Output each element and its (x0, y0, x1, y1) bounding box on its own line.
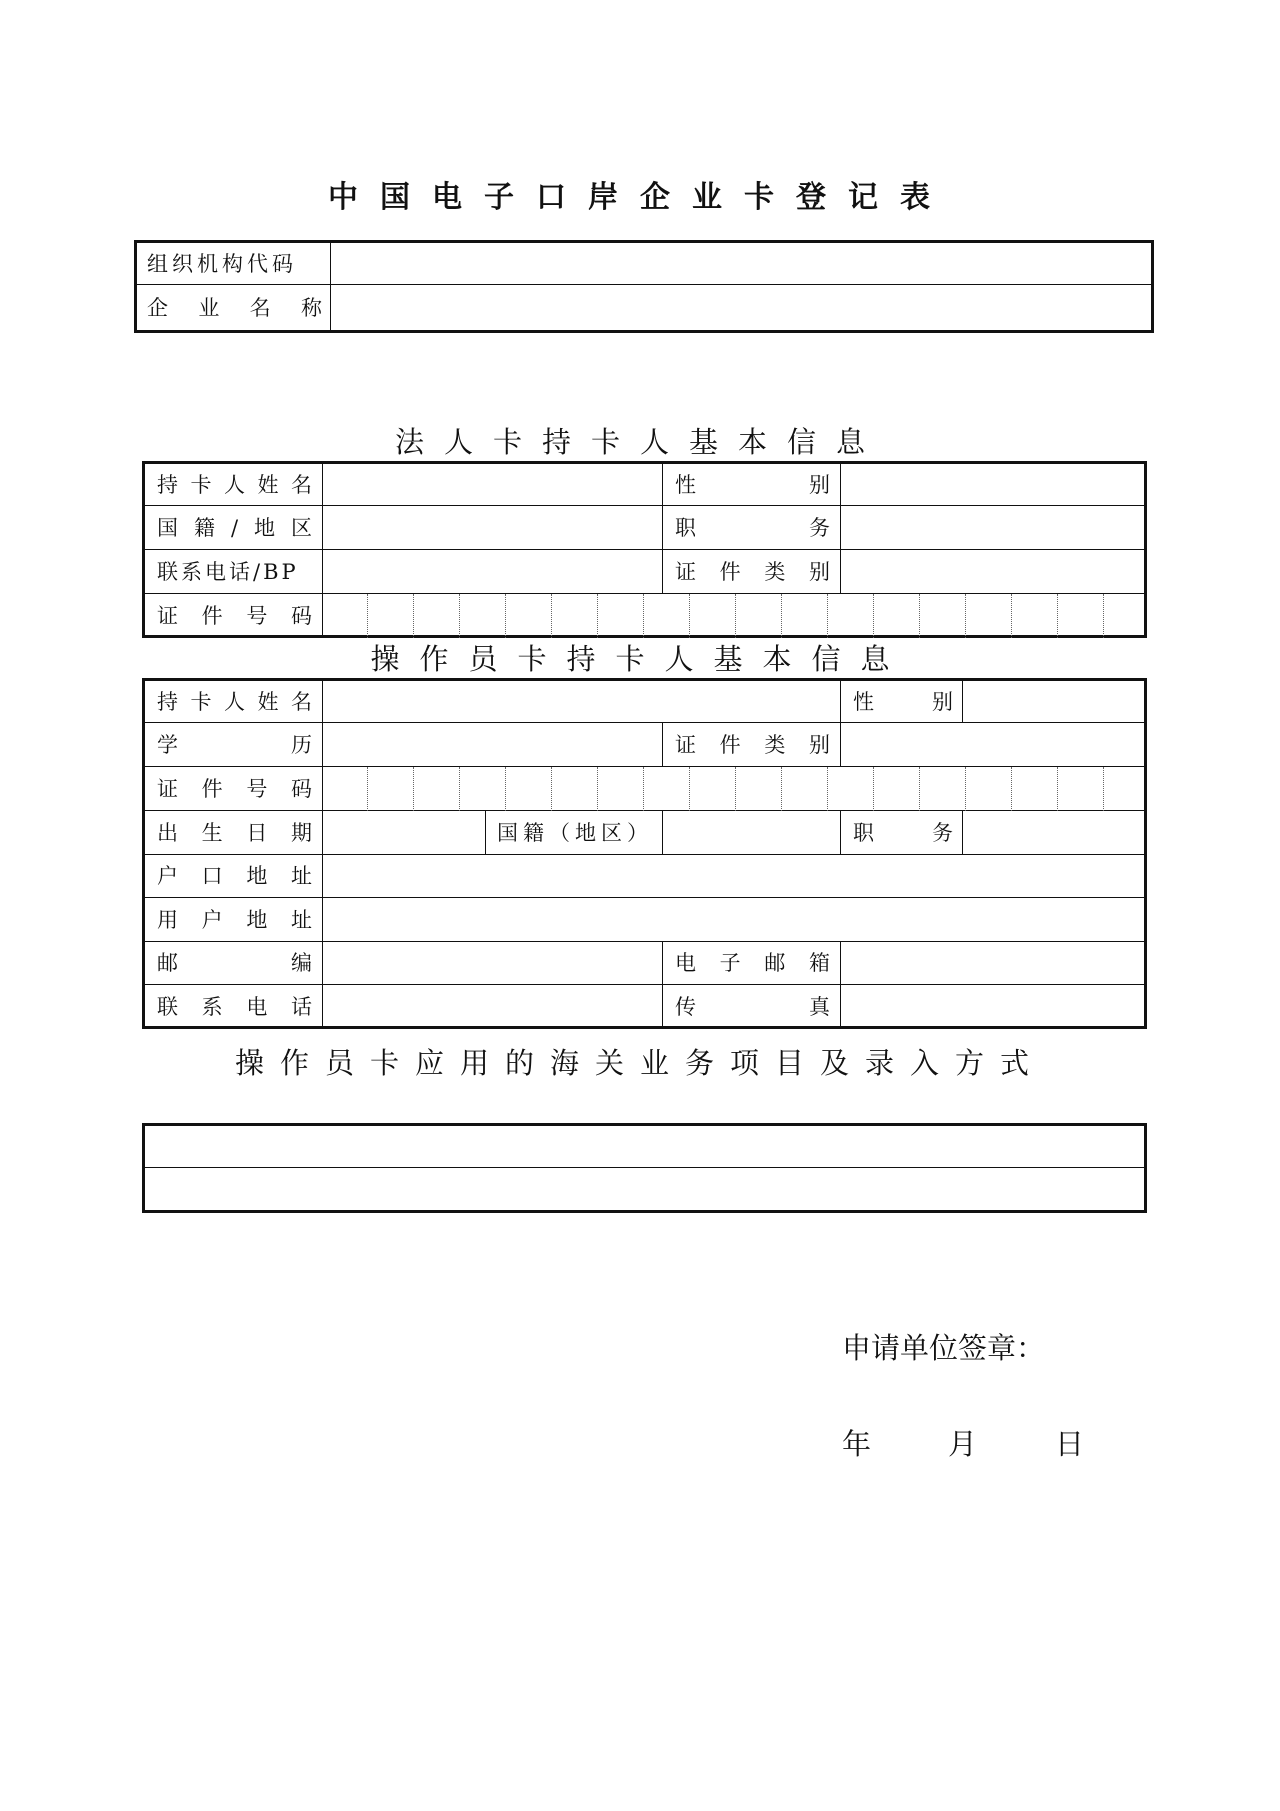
company-table (134, 240, 1154, 333)
business-row-1[interactable] (145, 1126, 1144, 1167)
op-hukou-address-label: 户 口 地 址 (157, 864, 312, 888)
op-fax-label: 传 真 (675, 995, 830, 1019)
legal-gender-label: 性 别 (675, 473, 830, 497)
business-row-2[interactable] (145, 1170, 1144, 1210)
operator-section-title: 操作员卡持卡人基本信息 (370, 642, 910, 676)
op-education-label: 学 历 (157, 733, 312, 757)
legal-id-type-label: 证 件 类 别 (675, 560, 830, 584)
op-user-address-label: 用 户 地 址 (157, 908, 312, 932)
op-id-type-label: 证 件 类 别 (675, 733, 830, 757)
org-code-field[interactable] (333, 243, 1151, 284)
op-gender-label: 性 别 (853, 690, 953, 714)
op-email-label: 电 子 邮 箱 (675, 951, 830, 975)
legal-section-title: 法人卡持卡人基本信息 (394, 425, 885, 459)
legal-id-number-label: 证 件 号 码 (157, 604, 312, 628)
operator-table (142, 678, 1147, 1029)
op-phone-label: 联 系 电 话 (157, 995, 312, 1019)
form-title: 中国电子口岸企业卡登记表 (328, 180, 952, 215)
business-table (142, 1123, 1147, 1213)
legal-person-table (142, 461, 1147, 638)
legal-holder-name-label: 持 卡 人 姓 名 (157, 473, 312, 497)
op-nationality-label: 国籍（地区） (497, 821, 653, 845)
legal-position-label: 职 务 (675, 516, 830, 540)
op-postcode-label: 邮 编 (157, 951, 312, 975)
business-section-title: 操作员卡应用的海关业务项目及录入方式 (234, 1046, 1045, 1080)
legal-contact-label: 联系电话/BP (157, 560, 299, 584)
date-month: 月 (948, 1427, 978, 1461)
company-name-label: 企 业 名 称 (147, 296, 322, 320)
legal-nationality-label: 国 籍 / 地 区 (157, 516, 312, 540)
company-name-field[interactable] (333, 287, 1151, 330)
op-holder-name-label: 持 卡 人 姓 名 (157, 690, 312, 714)
op-birth-date-label: 出 生 日 期 (157, 821, 312, 845)
date-year: 年 (842, 1427, 872, 1461)
date-day: 日 (1055, 1427, 1085, 1461)
op-id-number-label: 证 件 号 码 (157, 777, 312, 801)
op-position-label: 职 务 (853, 821, 953, 845)
stamp-label: 申请单位签章： (842, 1331, 1046, 1365)
org-code-label: 组织机构代码 (147, 252, 297, 276)
